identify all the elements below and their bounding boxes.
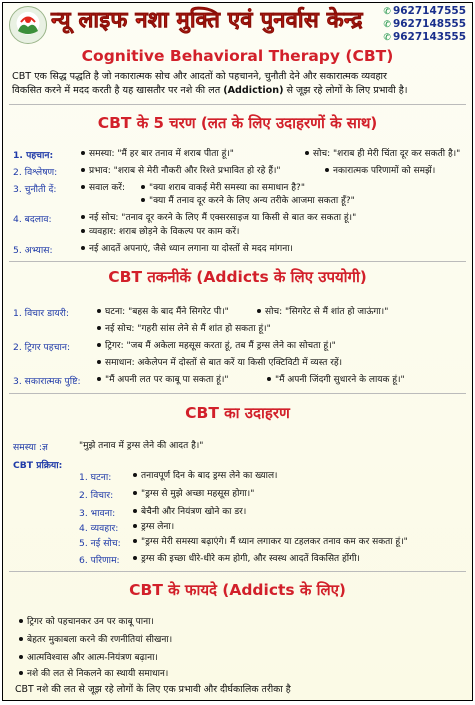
step-line: सोच: "शराब ही मेरी चिंता दूर कर सकती है।" (303, 148, 460, 160)
footer-note: CBT नशे की लत से जूझ रहे लोगों के लिए एक प्रभावी और दीर्घकालिक तरीका है (15, 684, 291, 695)
technique-line: सोच: "सिगरेट से मैं शांत हो जाऊंगा।" (255, 306, 388, 318)
example-heading: CBT का उदाहरण (185, 404, 290, 422)
benefits-heading: CBT के फायदे (Addicts के लिए) (129, 581, 346, 599)
step-line: समस्या: "मैं हर बार तनाव में शराब पीता हूं।" (79, 148, 234, 160)
hands-logo-icon (10, 7, 46, 43)
example-step-label: 4. व्यवहार: (79, 523, 119, 534)
phone-icon: ✆ (383, 33, 391, 43)
techniques-heading: CBT तकनीकें (Addicts के लिए उपयोगी) (108, 268, 367, 286)
step-line: सवाल करें: (79, 182, 125, 194)
problem-label: समस्या :ज्ञ (13, 442, 48, 453)
technique-label: 1. विचार डायरी: (13, 308, 69, 319)
step-line: व्यवहार: शराब छोड़ने के विकल्प पर काम करें। (79, 226, 239, 238)
technique-label: 3. सकारात्मक पुष्टि: (13, 376, 81, 387)
step-label: 5. अभ्यास: (13, 245, 53, 256)
phone-number[interactable]: ✆ 9627143555 (383, 31, 466, 43)
benefit-item: ट्रिगर को पहचानकर उन पर काबू पाना। (17, 616, 154, 628)
phone-list (383, 5, 466, 44)
phone-number[interactable]: ✆ 9627147555 (383, 5, 466, 17)
step-line: नकारात्मक परिणामों को समझें। (323, 165, 435, 177)
step-line: "क्या शराब वाकई मेरी समस्या का समाधान है?" (139, 182, 305, 194)
technique-line: "मैं अपनी जिंदगी सुधारने के लायक हूं।" (265, 374, 405, 386)
logo (9, 6, 47, 44)
example-step-text: ड्रग्स लेना। (131, 521, 174, 533)
example-step-label: 1. घटना: (79, 472, 112, 483)
intro-line: विकसित करने में मदद करती है यह खासतौर पर नशे की लत (Addiction) से जूझ रहे लोगों के लिए प्रभावी है। (12, 85, 408, 96)
step-label: 4. बदलाव: (13, 214, 52, 225)
example-step-text: "ड्रग्स से मुझे अच्छा महसूस होगा।" (131, 488, 254, 500)
example-step-label: 3. भावना: (79, 508, 116, 519)
header (3, 3, 472, 47)
phone-icon: ✆ (383, 20, 391, 30)
phone-icon: ✆ (383, 7, 391, 17)
cbt-poster (2, 2, 473, 701)
example-step-label: 6. परिणाम: (79, 555, 120, 566)
step-label: 1. पहचान: (13, 150, 54, 161)
intro-line: CBT एक सिद्ध पद्धति है जो नकारात्मक सोच और आदतों को पहचानने, चुनौती देने और सकारात्मक व्यवहार (12, 71, 387, 82)
technique-line: "मैं अपनी लत पर काबू पा सकता हूं।" (95, 374, 229, 386)
example-step-text: "ड्रग्स मेरी समस्या बढ़ाएंगे। मैं ध्यान लगाकर या टहलकर तनाव कम कर सकता हूं।" (131, 536, 408, 548)
step-line: नई सोच: "तनाव दूर करने के लिए मैं एक्सरसाइज या किसी से बात कर सकता हूं।" (79, 212, 356, 224)
step-line: प्रभाव: "शराब से मेरी नौकरी और रिश्ते प्रभावित हो रहे हैं।" (79, 165, 281, 177)
example-step-text: बेचैनी और नियंत्रण खोने का डर। (131, 506, 246, 518)
phone-number[interactable]: ✆ 9627148555 (383, 18, 466, 30)
technique-line: ट्रिगर: "जब मैं अकेला महसूस करता हूं, तब मैं ड्रग्स लेने का सोचता हूं।" (95, 340, 336, 352)
example-step-label: 2. विचार: (79, 490, 114, 501)
divider (9, 261, 466, 262)
intro-paragraph (12, 70, 464, 98)
divider (9, 571, 466, 572)
page-title: Cognitive Behavioral Therapy (CBT) (81, 47, 394, 65)
technique-line: समाधान: अकेलेपन में दोस्तों से बात करें या किसी एक्टिविटी में व्यस्त रहें। (95, 357, 342, 369)
divider (9, 104, 466, 105)
brand-name: न्यू लाइफ नशा मुक्ति एवं पुनर्वास केन्द्र (51, 8, 363, 33)
benefit-item: आत्मविश्वास और आत्म-नियंत्रण बढ़ाना। (17, 652, 158, 664)
technique-label: 2. ट्रिगर पहचान: (13, 342, 71, 353)
process-label: CBT प्रक्रिया: (13, 460, 63, 471)
example-step-text: ड्रग्स की इच्छा धीरे-धीरे कम होगी, और स्वस्थ आदतें विकसित होंगी। (131, 553, 360, 565)
benefit-item: नशे की लत से निकलने का स्थायी समाधान। (17, 668, 168, 680)
example-step-label: 5. नई सोच: (79, 538, 121, 549)
technique-line: घटना: "बहस के बाद मैंने सिगरेट पी।" (95, 306, 229, 318)
step-line: नई आदतें अपनाएं, जैसे ध्यान लगाना या दोस्तों से मदद मांगना। (79, 243, 293, 255)
benefit-item: बेहतर मुकाबला करने की रणनीतियां सीखना। (17, 634, 172, 646)
divider (9, 393, 466, 394)
technique-line: नई सोच: "गहरी सांस लेने से मैं शांत हो सकता हूं।" (95, 323, 271, 335)
example-step-text: तनावपूर्ण दिन के बाद ड्रग्स लेने का ख्याल। (131, 470, 277, 482)
step-line: "क्या मैं तनाव दूर करने के लिए अन्य तरीके आजमा सकता हूँ?" (139, 195, 355, 207)
steps-heading: CBT के 5 चरण (लत के लिए उदाहरणों के साथ) (97, 114, 378, 132)
step-label: 2. विश्लेषण: (13, 167, 58, 178)
step-label: 3. चुनौती दें: (13, 184, 57, 195)
problem-text: "मुझे तनाव में ड्रग्स लेने की आदत है।" (79, 441, 204, 451)
